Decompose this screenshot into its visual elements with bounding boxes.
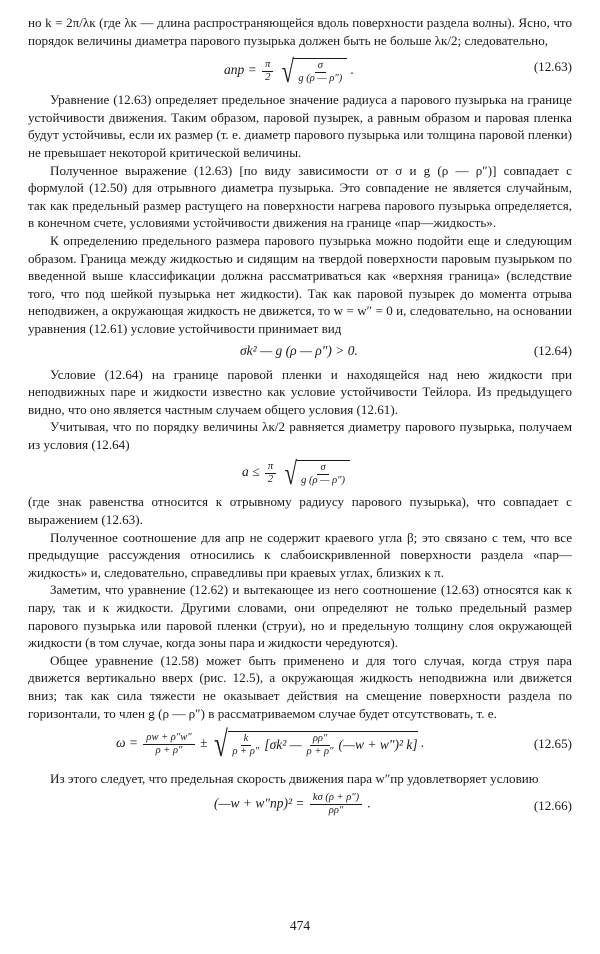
paragraph-1: но k = 2π/λк (где λк — длина распространяющейся вдоль поверхности раздела волны). Ясно, что порядок величины диаметра парового пузырька должен быть не больше λк/2; следовательно, xyxy=(28,15,572,48)
page-number: 474 xyxy=(289,918,311,933)
paragraph-2: Уравнение (12.63) определяет предельное значение радиуса a парового пузырька на границе устойчивости движения. Таким образом, паровой пузырек, а равным образом и паровая пленка будут устойчивы, если их размер (т. е. диаметр парового пузырька или толщина паровой пленки) не превышает некоторой критической величины. xyxy=(28,92,572,160)
eq65-pm: ± xyxy=(199,735,208,751)
ineq-lhs: a ≤ xyxy=(242,464,260,480)
inequality-radius xyxy=(28,455,572,491)
eq63-lhs: aпр = xyxy=(224,62,257,78)
paragraph-8: Полученное соотношение для aпр не содержит краевого угла β; это связано с тем, что все предыдущие рассуждения относились к слабоискривленной поверхности раздела «пар—жидкость» и, следовательно, справедливы при краевых углах, близких к π. xyxy=(28,529,572,580)
eq65-number: (12.65) xyxy=(533,736,572,752)
equation-12-66: (—w + w″пр)² = $\frac{k\sigma (\rho + \rho'')}{\rho\rho''}$ . (12.66) xyxy=(214,791,572,816)
ineq-coef: $\frac{\pi}{2}$ xyxy=(265,461,276,486)
eq65-frac1: $\frac{\rho w + \rho''w''}{\rho + \rho''}$ xyxy=(143,732,194,757)
eq63-coef: $\frac{\pi}{2}$ xyxy=(262,59,273,84)
paragraph-4: К определению предельного размера парового пузырька можно подойти еще и следующим образом. Граница между жидкостью и сидящим на твердой поверхности паровым пузырьком по введенной выше классификации должна рассматриваться как «верхняя граница» (вследствие того, что под шейкой пузырька нет жидкости). Так как паровой пузырек до момента отрыва неподвижен, а окружающая жидкость не движется, то w = w″ = 0 и, следовательно, на основании уравнения (12.61) условие устойчивости принимает вид xyxy=(28,232,572,336)
eq65-lhs: ω = xyxy=(116,735,139,751)
paragraph-5: Условие (12.64) на границе паровой пленки и находящейся над нею жидкости при неподвижных паре и жидкости известно как условие устойчивости Тейлора. Из предыдущего видно, что оно является частным случаем общего условия (12.61). xyxy=(28,366,572,417)
paragraph-7: (где знак равенства относится к отрывному радиусу парового пузырька), что совпадает с выражением (12.63). xyxy=(28,494,572,528)
paragraph-9: Заметим, что уравнение (12.62) и вытекающее из него соотношение (12.63) относятся как к пару, так и к жидкости. Другими словами, они определяют не только предельный размер парового пузырька или паровой пленки (струи), но и предельную толщину слоя окружающей жидкости (в том случае, когда зоны пара и жидкости чередуются). xyxy=(28,582,572,651)
eq65-radical: √ $\frac{k}{\rho + \rho''}$ [σk² — $\frac{\rho\rho''}{\rho + \rho''}$ (—w + w″)² k] xyxy=(213,724,418,765)
equation-12-65: ω = $\frac{\rho w + \rho''w''}{\rho + \rho''}$ ± √ $\frac{k}{\rho + \rho''}$ [σk² — $\frac{\rho\rho''}{\rho + \rho''}$ (—w + w″)² k] . (12.65) xyxy=(116,724,572,765)
eq66-number: (12.66) xyxy=(533,797,572,813)
equation-12-64 xyxy=(28,340,572,364)
eq63-number: (12.63) xyxy=(533,59,572,75)
ineq-radical: √ $\frac{\sigma}{g (\rho — \rho'')}$ xyxy=(282,457,350,489)
equation-12-63: aпр = $\frac{\pi}{2}$ √ $\frac{\sigma}{g (\rho — \rho'')}$ . (12.63) xyxy=(224,53,572,90)
eq64-text: σk² — g (ρ — ρ″) > 0. xyxy=(240,342,358,358)
paragraph-11: Из этого следует, что предельная скорость движения пара w″пр удовлетворяет условию xyxy=(50,771,539,787)
eq66-lhs: (—w + w″пр)² = xyxy=(214,795,305,811)
paragraph-3: Полученное выражение (12.63) [по виду зависимости от σ и g (ρ — ρ″)] совпадает с формулой (12.50) для отрывного диаметра пузырька. Это совпадение не является случайным, так как предельный размер растущего на поверхности нагрева парового пузырька определяется, в конечном счете, условиями устойчивости движения на границе «пар—жидкость». xyxy=(28,162,572,231)
eq66-frac: $\frac{k\sigma (\rho + \rho'')}{\rho\rho''}$ xyxy=(310,792,362,817)
eq64-number: (12.64) xyxy=(533,342,572,358)
paragraph-6: Учитывая, что по порядку величины λк/2 равняется диаметру парового пузырька, получаем из условия (12.64) xyxy=(28,419,572,452)
eq63-radical: √ $\frac{\sigma}{g (\rho — \rho'')}$ xyxy=(279,55,347,87)
paragraph-10: Общее уравнение (12.58) может быть применено и для того случая, когда струя пара движется вертикально вверх (рис. 12.5), а окружающая жидкость неподвижна или движется вниз; так как сила тяжести не оказывает действия на смещение поверхности раздела по горизонтали, то член g (ρ — ρ″) в рассматриваемом случае будет отсутствовать, т. е. xyxy=(28,652,572,721)
